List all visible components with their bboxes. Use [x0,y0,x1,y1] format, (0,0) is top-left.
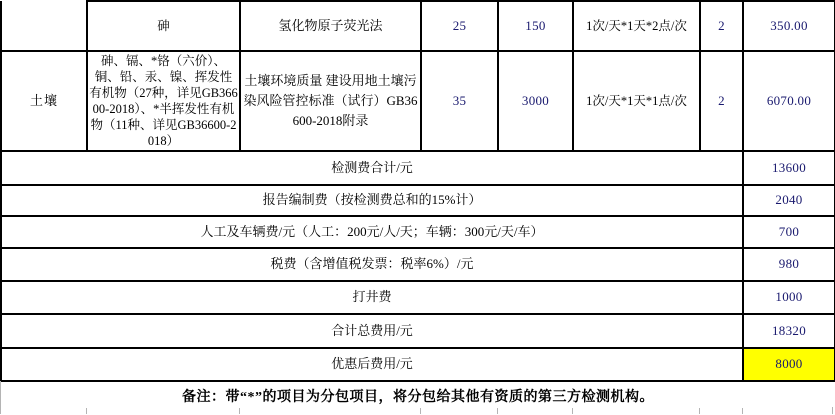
cell-item: 砷 [87,1,240,51]
cell-method: 土壤环境质量 建设用地土壤污染风险管控标准（试行）GB36600-2018附录 [240,51,421,151]
summary-value: 980 [743,248,835,281]
summary-label: 人工及车辆费/元（人工：200元/人/天；车辆：300元/天/车） [1,216,743,248]
gridline [86,408,87,414]
summary-label: 检测费合计/元 [1,151,743,185]
summary-row-drilling-fee [1,281,835,314]
cell-amount: 350.00 [743,1,835,51]
cell-frequency: 1次/天*1天*2点/次 [573,1,700,51]
gridline [239,408,240,414]
summary-label: 报告编制费（按检测费总和的15%计） [1,185,743,216]
summary-value: 1000 [743,281,835,314]
cell-category [1,1,87,51]
cell-item: 砷、镉、*铬（六价）、铜、铅、汞、镍、挥发性有机物（27种，详见GB36600-2018）、*半挥发性有机物（11种、详见GB36600-2018） [87,51,240,151]
summary-row-tax-fee [1,248,835,281]
remark-row [1,381,835,415]
summary-row-detection-total [1,151,835,185]
cell-unit-price: 35 [421,51,498,151]
summary-label: 优惠后费用/元 [1,348,743,381]
gridline [572,408,573,414]
detail-row-soil [1,51,835,151]
summary-value: 700 [743,216,835,248]
cell-count: 2 [700,1,743,51]
cell-quantity: 150 [498,1,573,51]
summary-row-grand-total [1,314,835,348]
gridline [0,381,1,414]
summary-value-discounted: 8000 [743,348,835,381]
cell-method: 氢化物原子荧光法 [240,1,421,51]
summary-label: 税费（含增值税发票：税率6%）/元 [1,248,743,281]
summary-row-discounted-total [1,348,835,381]
remark-text: 备注：带“*”的项目为分包项目，将分包给其他有资质的第三方检测机构。 [1,381,835,415]
gridline [832,407,833,414]
summary-label: 打井费 [1,281,743,314]
cell-quantity: 3000 [498,51,573,151]
cell-amount: 6070.00 [743,51,835,151]
summary-row-report-fee [1,185,835,216]
summary-value: 2040 [743,185,835,216]
summary-value: 13600 [743,151,835,185]
summary-row-labor-vehicle-fee [1,216,835,248]
summary-value: 18320 [743,314,835,348]
gridline [420,408,421,414]
cell-category: 土壤 [1,51,87,151]
gridline [497,408,498,414]
gridline [742,408,743,414]
cell-frequency: 1次/天*1天*1点/次 [573,51,700,151]
cell-unit-price: 25 [421,1,498,51]
summary-label: 合计总费用/元 [1,314,743,348]
gridline [699,408,700,414]
cell-count: 2 [700,51,743,151]
detail-row-arsenic [1,1,835,51]
